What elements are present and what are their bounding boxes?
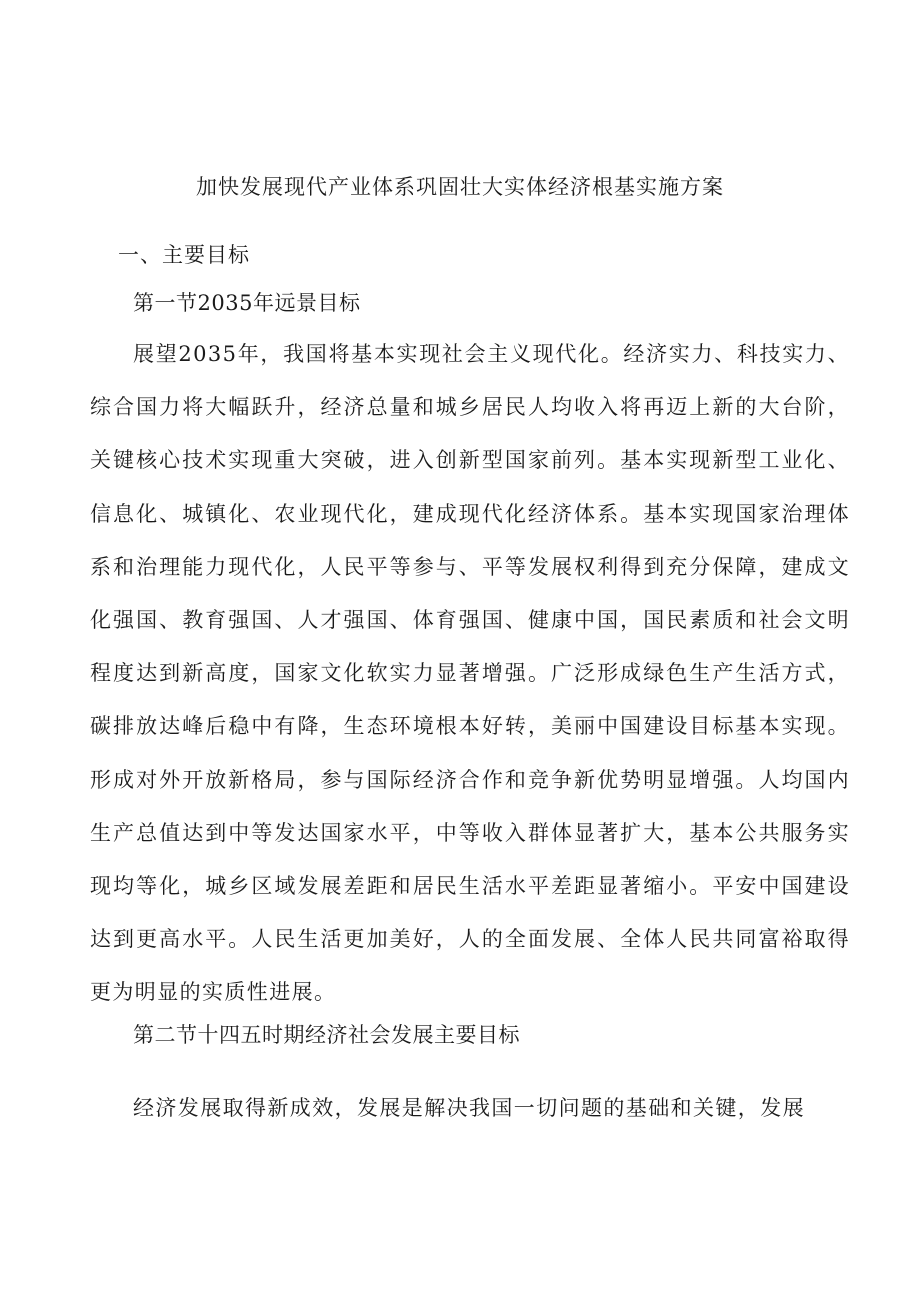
paragraph-1: 展望2035年，我国将基本实现社会主义现代化。经济实力、科技实力、综合国力将大幅跃升，经济总量和城乡居民人均收入将再迈上新的大台阶，关键核心技术实现重大突破，进入创新型国家前列。基本实现新型工业化、信息化、城镇化、农业现代化，建成现代化经济体系。基本实现国家治理体系和治理能力现代化，人民平等参与、平等发展权利得到充分保障，建成文化强国、教育强国、人才强国、体育强国、健康中国，国民素质和社会文明程度达到新高度，国家文化软实力显著增强。广泛形成绿色生产生活方式，碳排放达峰后稳中有降，生态环境根本好转，美丽中国建设目标基本实现。形成对外开放新格局，参与国际经济合作和竞争新优势明显增强。人均国内生产总值达到中等发达国家水平，中等收入群体显著扩大，基本公共服务实现均等化，城乡区域发展差距和居民生活水平差距显著缩小。平安中国建设达到更高水平。人民生活更加美好，人的全面发展、全体人民共同富裕取得更为明显的实质性进展。 [90, 342, 850, 1005]
document-title: 加快发展现代产业体系巩固壮大实体经济根基实施方案 [196, 175, 724, 199]
subsection-heading-1: 第一节2035年远景目标 [133, 291, 361, 315]
paragraph-2: 经济发展取得新成效，发展是解决我国一切问题的基础和关键，发展 [133, 1096, 805, 1120]
section-heading: 一、主要目标 [118, 243, 250, 267]
subsection-heading-2: 第二节十四五时期经济社会发展主要目标 [133, 1023, 520, 1047]
